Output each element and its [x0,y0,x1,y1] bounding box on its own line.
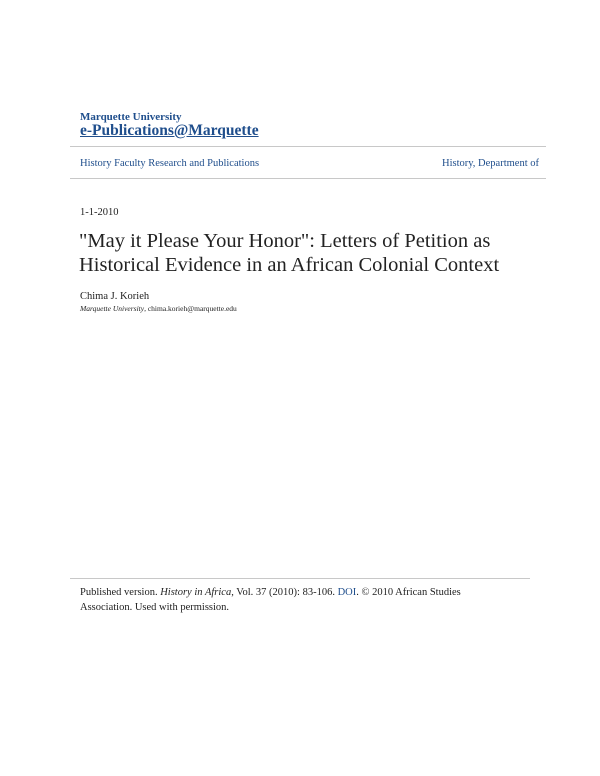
publication-date: 1-1-2010 [80,207,119,218]
doi-link[interactable]: DOI [337,587,357,598]
affiliation-separator: , [144,304,148,313]
citation-divider [70,578,530,579]
citation-details: , Vol. 37 (2010): 83-106. [231,587,338,598]
citation-prefix: Published version. [80,587,161,598]
citation-suffix: . © 2010 African Studies Association. Used with permission. [80,587,461,613]
article-title: "May it Please Your Honor": Letters of Petition as Historical Evidence in an African Colonial Context [79,230,500,276]
affiliation-name: Marquette University [80,304,145,313]
nav-divider [70,178,546,179]
author-affiliation [80,304,237,314]
department-link[interactable]: History, Department of [441,158,539,169]
institution-name: Marquette University [80,111,182,123]
author-name: Chima J. Korieh [80,291,150,302]
collection-link[interactable]: History Faculty Research and Publications [80,158,260,169]
journal-name: History in Africa [160,587,232,598]
author-email: chima.korieh@marquette.edu [147,304,237,313]
repository-link[interactable]: e-Publications@Marquette [80,122,259,139]
citation-block [80,585,500,615]
header-divider [70,146,546,147]
